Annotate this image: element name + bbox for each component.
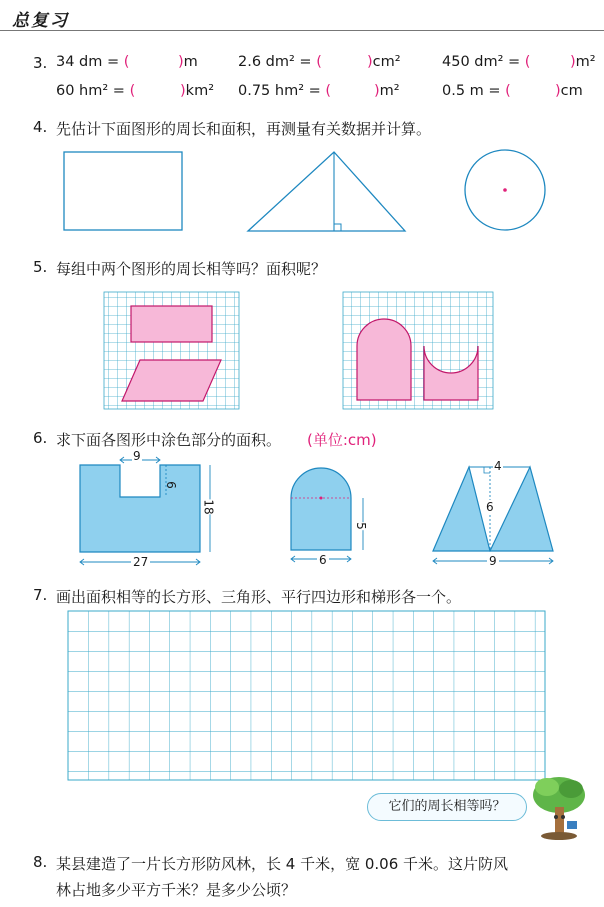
q6-fig1-top-label: 9 bbox=[133, 449, 141, 463]
q4-figures bbox=[0, 140, 604, 240]
q3-eq-5-lhs: 0.75 hm² = ( bbox=[238, 83, 332, 99]
q3-eq-4-lhs: 60 hm² = ( bbox=[56, 83, 136, 99]
q3-eq-3-lhs: 450 dm² = ( bbox=[442, 54, 531, 70]
q6-unit: (单位:cm) bbox=[307, 431, 377, 449]
q3-eq-4-rhs: )km² bbox=[180, 83, 215, 99]
q6-number: 6. bbox=[33, 429, 48, 447]
q5-number: 5. bbox=[33, 258, 48, 276]
q8-text-line2: 林占地多少平方千米？是多少公顷？ bbox=[56, 881, 297, 899]
q6-fig3-bottom-label: 9 bbox=[489, 554, 497, 568]
q5-text: 每组中两个图形的周长相等吗？面积呢？ bbox=[56, 260, 327, 278]
q6-fig1-notch-label: 6 bbox=[163, 481, 178, 489]
tree-mascot-icon bbox=[525, 773, 595, 843]
q7-text: 画出面积相等的长方形、三角形、平行四边形和梯形各一个。 bbox=[56, 588, 462, 606]
q6-text: 求下面各图形中涂色部分的面积。 bbox=[56, 431, 282, 449]
q8-text-line1: 某县建造了一片长方形防风林，长 4 千米，宽 0.06 千米。这片防风 bbox=[56, 855, 509, 873]
q4-rectangle bbox=[64, 152, 182, 230]
header-title: 总复习 bbox=[12, 11, 69, 31]
q3-number: 3. bbox=[33, 54, 48, 72]
q4-number: 4. bbox=[33, 118, 48, 136]
q5-grid-left bbox=[104, 292, 239, 409]
q6-fig1-side-label: 18 bbox=[201, 499, 216, 515]
q6-fig2-width-label: 6 bbox=[319, 553, 327, 567]
q5-figures bbox=[0, 288, 604, 418]
q6-figure-2 bbox=[280, 455, 390, 575]
q4-circle bbox=[465, 150, 545, 230]
header-rule bbox=[0, 30, 604, 31]
q6-fig1-bottom-label: 27 bbox=[133, 555, 149, 569]
q4-triangle bbox=[248, 152, 405, 231]
q3-eq-2-lhs: 2.6 dm² = ( bbox=[238, 54, 322, 70]
q3-eq-5-rhs: )m² bbox=[374, 83, 400, 99]
q6-fig3-top-label: 4 bbox=[494, 459, 502, 473]
q7-speech-bubble: 它们的周长相等吗？ bbox=[367, 793, 527, 821]
q6-fig2-height-label: 5 bbox=[353, 522, 368, 530]
page-header bbox=[0, 0, 604, 36]
q4-text: 先估计下面图形的周长和面积，再测量有关数据并计算。 bbox=[56, 120, 432, 138]
q3-eq-6-rhs: )cm bbox=[555, 83, 583, 99]
q3-eq-6-lhs: 0.5 m = ( bbox=[442, 83, 511, 99]
q6-fig3-height-label: 6 bbox=[486, 500, 494, 514]
q5-pink-rectangle bbox=[131, 306, 212, 342]
q5-grid-right bbox=[343, 292, 493, 409]
q7-number: 7. bbox=[33, 586, 48, 604]
q7-drawing-grid bbox=[0, 608, 604, 788]
q3-eq-1-rhs: )m bbox=[178, 54, 198, 70]
q3-eq-1-lhs: 34 dm = ( bbox=[56, 54, 130, 70]
q5-pink-arch bbox=[357, 319, 411, 400]
q5-pink-parallelogram bbox=[122, 360, 221, 401]
q3-eq-3-rhs: )m² bbox=[570, 54, 596, 70]
q8-number: 8. bbox=[33, 853, 48, 871]
q3-eq-2-rhs: )cm² bbox=[367, 54, 401, 70]
